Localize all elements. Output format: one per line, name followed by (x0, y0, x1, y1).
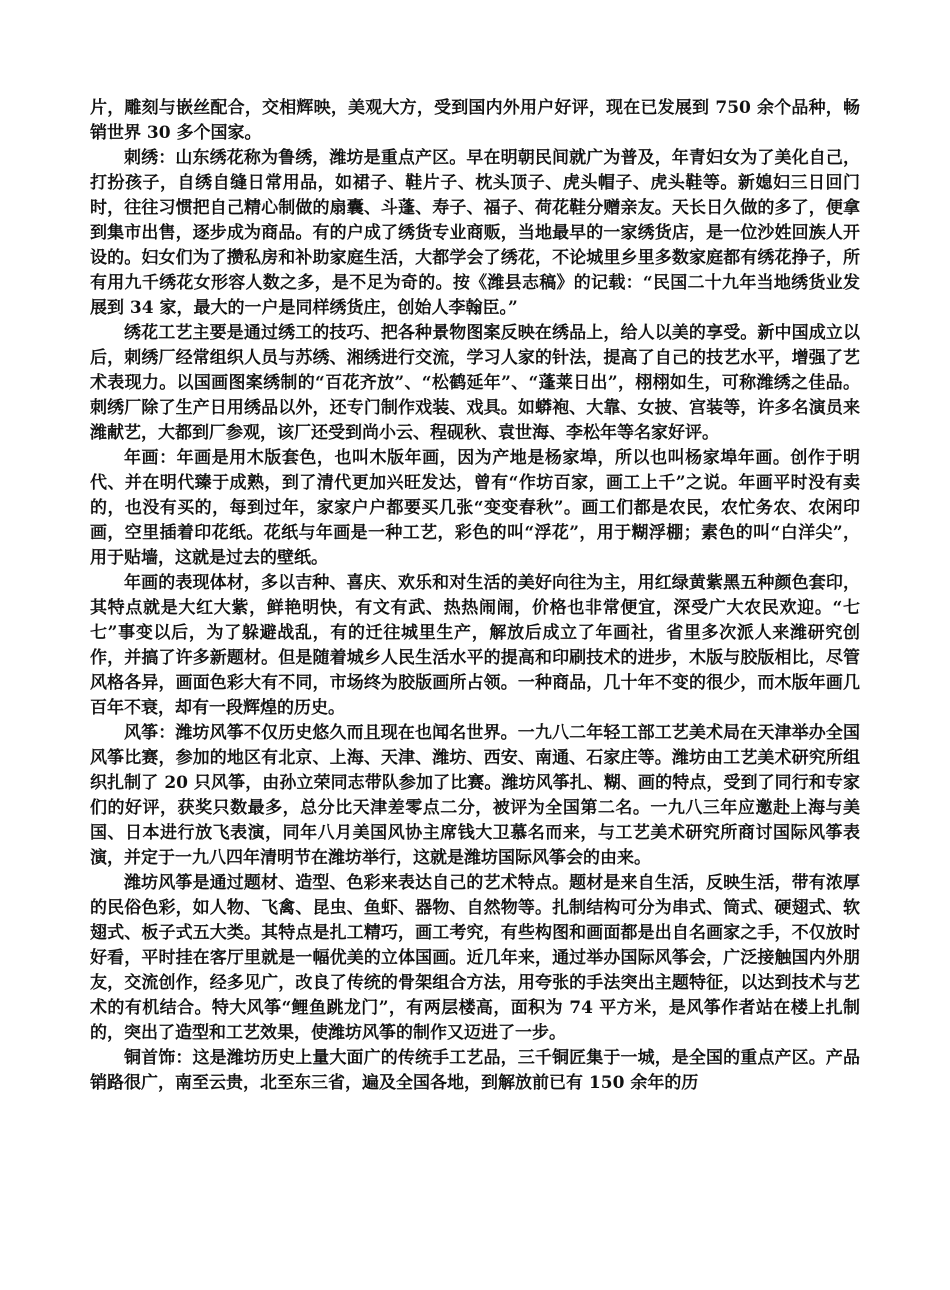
paragraph-embroidery: 刺绣：山东绣花称为鲁绣，潍坊是重点产区。早在明朝民间就广为普及，年青妇女为了美化自己，打扮孩子，自绣自缝日常用品，如裙子、鞋片子、枕头顶子、虎头帽子、虎头鞋等。新媳妇三日回门时，往往习惯把自己精心制做的扇囊、斗蓬、寿子、福子、荷花鞋分赠亲友。天长日久做的多了，便拿到集市出售，逐步成为商品。有的户成了绣货专业商贩，当地最早的一家绣货店，是一位沙姓回族人开设的。妇女们为了攒私房和补助家庭生活，大都学会了绣花，不论城里乡里多数家庭都有绣花挣子，所有用九千绣花女形容人数之多，是不足为奇的。按《潍县志稿》的记载：“民国二十九年当地绣货业发展到 34 家，最大的一户是同样绣货庄，创始人李翰臣。” (90, 148, 860, 318)
paragraph-new-year-prints: 年画：年画是用木版套色，也叫木版年画，因为产地是杨家埠，所以也叫杨家埠年画。创作于明代、并在明代臻于成熟，到了清代更加兴旺发达，曾有“作坊百家，画工上千”之说。年画平时没有卖的，也没有买的，每到过年，家家户户都要买几张“变变春秋”。画工们都是农民，农忙务农、农闲印画，空里插着印花纸。花纸与年画是一种工艺，彩色的叫“浮花”，用于糊浮棚；素色的叫“白洋尖”，用于贴墙，这就是过去的壁纸。 (90, 448, 860, 568)
paragraph-continuation: 片，雕刻与嵌丝配合，交相辉映，美观大方，受到国内外用户好评，现在已发展到 750 余个品种，畅销世界 30 多个国家。 (90, 98, 860, 143)
paragraph-new-year-prints-themes: 年画的表现体材，多以吉种、喜庆、欢乐和对生活的美好向往为主，用红绿黄紫黑五种颜色套印，其特点就是大红大紫，鲜艳明快，有文有武、热热闹闹，价格也非常便宜，深受广大农民欢迎。“七七”事变以后，为了躲避战乱，有的迁往城里生产，解放后成立了年画社，省里多次派人来潍研究创作，并搞了许多新题材。但是随着城乡人民生活水平的提高和印刷技术的进步，木版与胶版相比，尽管风格各异，画面色彩大有不同，市场终为胶版画所占领。一种商品，几十年不变的很少，而木版年画几百年不衰，却有一段辉煌的历史。 (90, 573, 860, 718)
paragraph-kites: 风筝：潍坊风筝不仅历史悠久而且现在也闻名世界。一九八二年轻工部工艺美术局在天津举办全国风筝比赛，参加的地区有北京、上海、天津、潍坊、西安、南通、石家庄等。潍坊由工艺美术研究所组织扎制了 20 只风筝，由孙立荣同志带队参加了比赛。潍坊风筝扎、糊、画的特点，受到了同行和专家们的好评，获奖只数最多，总分比天津差零点二分，被评为全国第二名。一九八三年应邀赴上海与美国、日本进行放飞表演，同年八月美国风协主席钱大卫慕名而来，与工艺美术研究所商讨国际风筝表演，并定于一九八四年清明节在潍坊举行，这就是潍坊国际风筝会的由来。 (90, 723, 860, 868)
paragraph-embroidery-craft: 绣花工艺主要是通过绣工的技巧、把各种景物图案反映在绣品上，给人以美的享受。新中国成立以后，刺绣厂经常组织人员与苏绣、湘绣进行交流，学习人家的针法，提高了自己的技艺水平，增强了艺术表现力。以国画图案绣制的“百花齐放”、“松鹤延年”、“蓬莱日出”，栩栩如生，可称潍绣之佳品。刺绣厂除了生产日用绣品以外，还专门制作戏装、戏具。如蟒袍、大靠、女披、宫装等，许多名演员来潍献艺，大都到厂参观，该厂还受到尚小云、程砚秋、袁世海、李松年等名家好评。 (90, 323, 860, 443)
document-page (90, 96, 860, 1096)
paragraph-copper-jewelry: 铜首饰：这是潍坊历史上量大面广的传统手工艺品，三千铜匠集于一城，是全国的重点产区。产品销路很广，南至云贵，北至东三省，遍及全国各地，到解放前已有 150 余年的历 (90, 1048, 860, 1093)
paragraph-kites-art: 潍坊风筝是通过题材、造型、色彩来表达自己的艺术特点。题材是来自生活，反映生活，带有浓厚的民俗色彩，如人物、飞禽、昆虫、鱼虾、器物、自然物等。扎制结构可分为串式、筒式、硬翅式、软翅式、板子式五大类。其特点是扎工精巧，画工考究，有些构图和画面都是出自名画家之手，不仅放时好看，平时挂在客厅里就是一幅优美的立体国画。近几年来，通过举办国际风筝会，广泛接触国内外朋友，交流创作，经多见广，改良了传统的骨架组合方法，用夸张的手法突出主题特征，以达到技术与艺术的有机结合。特大风筝“鲤鱼跳龙门”，有两层楼高，面积为 74 平方米，是风筝作者站在楼上扎制的，突出了造型和工艺效果，使潍坊风筝的制作又迈进了一步。 (90, 873, 860, 1043)
